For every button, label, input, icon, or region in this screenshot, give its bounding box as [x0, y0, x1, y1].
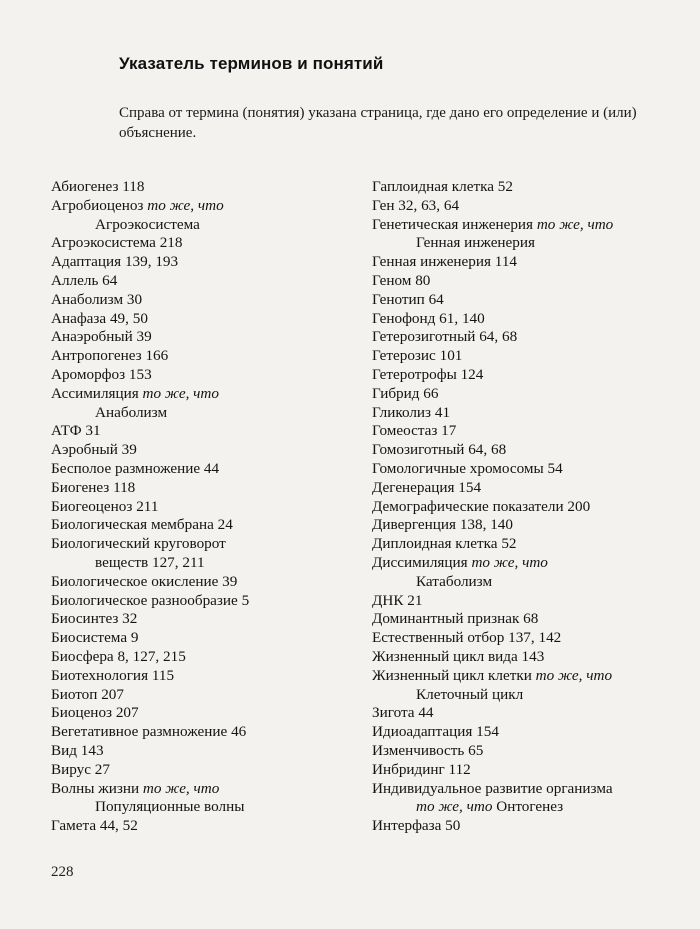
index-entry — [51, 272, 363, 291]
index-entry — [372, 310, 692, 329]
index-entry — [372, 178, 692, 197]
entry-term: Биологический круговорот — [51, 535, 226, 553]
index-entry — [51, 761, 363, 780]
entry-term: Анаболизм 30 — [51, 290, 143, 308]
index-entry — [51, 328, 363, 347]
index-entry — [372, 686, 692, 705]
index-entry — [372, 573, 692, 592]
index-entry — [372, 554, 692, 573]
entry-term: ДНК 21 — [372, 591, 423, 609]
entry-term: Геном 80 — [372, 271, 431, 289]
index-entry — [51, 723, 363, 742]
entry-term: Гетерозиготный 64, 68 — [372, 328, 518, 346]
index-entry — [372, 780, 692, 799]
entry-crossref: то же, что — [142, 384, 219, 402]
index-entry — [51, 178, 363, 197]
entry-term: Жизненный цикл клетки — [372, 666, 536, 684]
index-entry — [51, 197, 363, 216]
entry-term: веществ 127, 211 — [95, 553, 205, 571]
entry-target: Онтогенез — [492, 798, 564, 816]
entry-term: Биологическая мембрана 24 — [51, 516, 233, 534]
entry-term: Биосфера 8, 127, 215 — [51, 647, 186, 665]
entry-term: Гамета 44, 52 — [51, 817, 138, 835]
entry-term: Вид 143 — [51, 741, 104, 759]
entry-term: Агроэкосистема — [95, 215, 200, 233]
entry-term: Биогенез 118 — [51, 478, 136, 496]
index-entry — [51, 291, 363, 310]
index-entry — [372, 817, 692, 836]
index-entry — [372, 422, 692, 441]
page-title: Указатель терминов и понятий — [119, 54, 384, 73]
index-entry — [372, 234, 692, 253]
index-entry — [372, 460, 692, 479]
entry-term: Аллель 64 — [51, 271, 118, 289]
index-entry — [372, 366, 692, 385]
entry-term: Агроэкосистема 218 — [51, 234, 183, 252]
entry-term: Генетическая инженерия — [372, 215, 537, 233]
page-number: 228 — [51, 864, 74, 880]
entry-term: Демографические показатели 200 — [372, 497, 591, 515]
entry-crossref: то же, что — [147, 196, 224, 214]
index-entry — [51, 216, 363, 235]
entry-term: Антропогенез 166 — [51, 347, 169, 365]
entry-term: Гликолиз 41 — [372, 403, 451, 421]
entry-term: Агробиоценоз — [51, 196, 148, 214]
index-entry — [51, 479, 363, 498]
index-entry — [372, 648, 692, 667]
entry-term: Генофонд 61, 140 — [372, 309, 485, 327]
entry-term: Биосинтез 32 — [51, 610, 138, 628]
index-entry — [51, 704, 363, 723]
index-entry — [372, 610, 692, 629]
index-entry — [51, 592, 363, 611]
index-entry — [372, 535, 692, 554]
entry-term: Гаплоидная клетка 52 — [372, 178, 513, 195]
entry-term: АТФ 31 — [51, 422, 101, 440]
entry-term: Биоценоз 207 — [51, 704, 139, 722]
entry-term: Анаболизм — [95, 403, 168, 421]
index-entry — [51, 404, 363, 423]
entry-crossref: то же, что — [416, 798, 493, 816]
entry-term: Катаболизм — [416, 572, 493, 590]
index-entry — [51, 573, 363, 592]
index-entry — [372, 498, 692, 517]
entry-term: Изменчивость 65 — [372, 741, 484, 759]
index-entry — [51, 535, 363, 554]
index-entry — [372, 629, 692, 648]
index-entry — [372, 479, 692, 498]
entry-term: Генотип 64 — [372, 290, 444, 308]
index-entry — [51, 554, 363, 573]
index-entry — [372, 592, 692, 611]
index-entry — [372, 404, 692, 423]
entry-term: Вегетативное размножение 46 — [51, 723, 247, 741]
entry-term: Вирус 27 — [51, 760, 110, 778]
index-entry — [372, 328, 692, 347]
entry-term: Адаптация 139, 193 — [51, 253, 179, 271]
index-entry — [51, 498, 363, 517]
entry-crossref: то же, что — [536, 215, 614, 233]
index-entry — [51, 385, 363, 404]
entry-term: Диссимиляция — [372, 553, 472, 571]
entry-crossref: то же, что — [142, 779, 220, 797]
entry-term: Идиоадаптация 154 — [372, 723, 499, 741]
index-entry — [51, 798, 363, 817]
entry-term: Аэробный 39 — [51, 441, 137, 459]
index-entry — [372, 667, 692, 686]
index-entry — [372, 742, 692, 761]
entry-term: Ароморфоз 153 — [51, 365, 152, 383]
index-entry — [372, 216, 692, 235]
index-entry — [372, 385, 692, 404]
index-column-right — [372, 178, 692, 836]
index-entry — [372, 723, 692, 742]
index-entry — [51, 422, 363, 441]
index-entry — [51, 234, 363, 253]
entry-term: Биологическое окисление 39 — [51, 572, 238, 590]
entry-crossref: то же, что — [535, 666, 613, 684]
entry-term: Биосистема 9 — [51, 629, 139, 647]
index-entry — [51, 310, 363, 329]
index-entry — [51, 347, 363, 366]
index-entry — [372, 347, 692, 366]
index-entry — [372, 761, 692, 780]
index-entry — [372, 291, 692, 310]
entry-term: Гомеостаз 17 — [372, 422, 457, 440]
entry-crossref: то же, что — [471, 553, 548, 571]
entry-term: Индивидуальное развитие организма — [372, 779, 613, 797]
entry-term: Гомозиготный 64, 68 — [372, 441, 507, 459]
entry-term: Диплоидная клетка 52 — [372, 535, 517, 553]
entry-term: Гибрид 66 — [372, 384, 439, 402]
index-entry — [372, 516, 692, 535]
entry-term: Естественный отбор 137, 142 — [372, 629, 562, 647]
entry-term: Абиогенез 118 — [51, 178, 145, 195]
index-entry — [51, 817, 363, 836]
entry-term: Инбридинг 112 — [372, 760, 471, 778]
entry-term: Дивергенция 138, 140 — [372, 516, 513, 534]
index-entry — [51, 610, 363, 629]
entry-term: Биотехнология 115 — [51, 666, 175, 684]
index-entry — [51, 516, 363, 535]
index-entry — [51, 366, 363, 385]
entry-term: Биологическое разнообразие 5 — [51, 591, 250, 609]
entry-term: Волны жизни — [51, 779, 143, 797]
index-entry — [51, 253, 363, 272]
index-entry — [51, 780, 363, 799]
index-entry — [51, 460, 363, 479]
entry-term: Гетеротрофы 124 — [372, 365, 484, 383]
entry-term: Зигота 44 — [372, 704, 434, 722]
entry-term: Анаэробный 39 — [51, 328, 152, 346]
index-entry — [372, 704, 692, 723]
index-column-left — [51, 178, 363, 836]
index-entry — [372, 253, 692, 272]
index-entry — [51, 648, 363, 667]
intro-text: Справа от термина (понятия) указана страница, где дано его определение и (или) объяснение. — [119, 105, 637, 141]
entry-term: Анафаза 49, 50 — [51, 309, 148, 327]
entry-term: Генная инженерия — [416, 234, 536, 252]
index-entry — [51, 667, 363, 686]
entry-term: Дегенерация 154 — [372, 478, 482, 496]
entry-term: Жизненный цикл вида 143 — [372, 647, 545, 665]
entry-term: Гомологичные хромосомы 54 — [372, 459, 563, 477]
index-entry — [372, 798, 692, 817]
entry-term: Гетерозис 101 — [372, 347, 463, 365]
index-entry — [51, 629, 363, 648]
index-entry — [51, 742, 363, 761]
index-entry — [51, 686, 363, 705]
index-entry — [372, 441, 692, 460]
entry-term: Ген 32, 63, 64 — [372, 196, 460, 214]
entry-term: Биотоп 207 — [51, 685, 124, 703]
entry-term: Популяционные волны — [95, 798, 245, 816]
entry-term: Биогеоценоз 211 — [51, 497, 159, 515]
entry-term: Клеточный цикл — [416, 685, 524, 703]
index-entry — [51, 441, 363, 460]
index-entry — [372, 197, 692, 216]
entry-term: Доминантный признак 68 — [372, 610, 539, 628]
entry-term: Ассимиляция — [51, 384, 143, 402]
entry-term: Бесполое размножение 44 — [51, 459, 220, 477]
index-entry — [372, 272, 692, 291]
entry-term: Интерфаза 50 — [372, 817, 461, 835]
entry-term: Генная инженерия 114 — [372, 253, 518, 271]
